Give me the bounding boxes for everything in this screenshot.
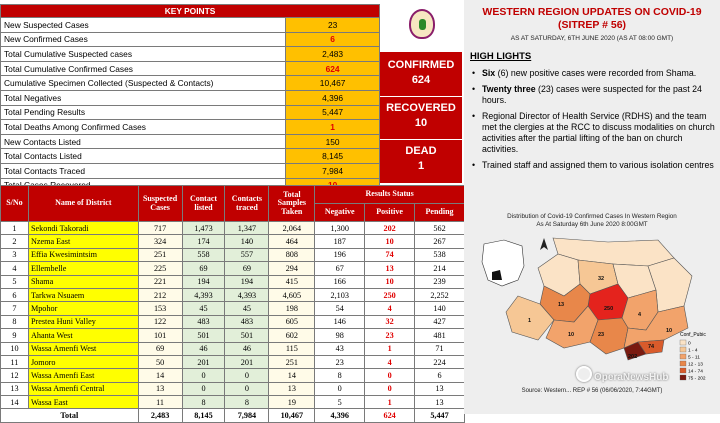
negative-count: 67 (315, 262, 365, 275)
district-name: Prestea Huni Valley (28, 315, 138, 328)
district-sno: 9 (1, 329, 29, 342)
pending-count: 2,252 (415, 288, 465, 301)
highlights-list (470, 68, 716, 176)
key-point-label: Total Pending Results (1, 105, 286, 120)
negative-count: 54 (315, 302, 365, 315)
key-point-value: 7,984 (286, 163, 380, 178)
district-name: Wassa Amenfi West (28, 342, 138, 355)
legend-swatch (680, 375, 686, 380)
col-name: Name of District (28, 186, 138, 222)
key-point-row (1, 163, 380, 178)
total-samples: 4,605 (269, 288, 315, 301)
contacts-traced: 557 (225, 248, 269, 261)
suspected-cases: 717 (138, 222, 182, 235)
negative-count: 196 (315, 248, 365, 261)
contacts-traced: 4,393 (225, 288, 269, 301)
col-pending: Pending (415, 204, 465, 222)
district-name: Wassa Amenfi Central (28, 382, 138, 395)
key-point-value: 150 (286, 134, 380, 149)
contacts-listed: 46 (182, 342, 225, 355)
suspected-cases: 122 (138, 315, 182, 328)
district-sno: 14 (1, 396, 29, 409)
total-contacts-traced: 7,984 (225, 409, 269, 423)
report-title-line1: WESTERN REGION UPDATES ON COVID-19 (482, 6, 702, 18)
confirmed-box (380, 52, 462, 96)
contacts-listed: 0 (182, 369, 225, 382)
dead-box (380, 140, 462, 183)
key-point-row (1, 90, 380, 105)
district-name: Effia Kwesimintsim (28, 248, 138, 261)
crest-icon (409, 9, 435, 39)
col-results-status: Results Status (315, 186, 465, 204)
key-points-title: KEY POINTS (1, 5, 380, 18)
key-point-value: 5,447 (286, 105, 380, 120)
district-sno: 8 (1, 315, 29, 328)
pending-count: 224 (415, 355, 465, 368)
total-samples: 198 (269, 302, 315, 315)
district-name: Jomoro (28, 355, 138, 368)
legend-label: 75 - 202 (688, 376, 706, 382)
suspected-cases: 225 (138, 262, 182, 275)
map-case-label: 202 (628, 354, 638, 360)
key-point-label: Cumulative Specimen Collected (Suspected & Contacts) (1, 76, 286, 91)
table-row (1, 275, 465, 288)
positive-count: 4 (365, 355, 415, 368)
key-point-label: New Suspected Cases (1, 18, 286, 33)
contacts-listed: 69 (182, 262, 225, 275)
table-row (1, 288, 465, 301)
positive-count: 10 (365, 235, 415, 248)
contacts-listed: 8 (182, 396, 225, 409)
key-point-value: 23 (286, 18, 380, 33)
positive-count: 23 (365, 329, 415, 342)
legend-label: 5 - 11 (688, 355, 700, 361)
legend-swatch (680, 347, 686, 352)
suspected-cases: 13 (138, 382, 182, 395)
map-case-label: 4 (638, 312, 642, 318)
positive-count: 250 (365, 288, 415, 301)
contacts-traced: 1,347 (225, 222, 269, 235)
contacts-traced: 45 (225, 302, 269, 315)
legend-swatch (680, 368, 686, 373)
north-arrow-icon (540, 238, 548, 250)
district-table (0, 185, 465, 423)
total-samples: 415 (269, 275, 315, 288)
key-point-value: 6 (286, 32, 380, 47)
district-name: Nzema East (28, 235, 138, 248)
positive-count: 32 (365, 315, 415, 328)
total-samples: 19 (269, 396, 315, 409)
map-source: Source: Western... REP # 56 (06/06/2020, 7:44GMT) (521, 388, 663, 394)
negative-count: 1,300 (315, 222, 365, 235)
district-sno: 4 (1, 262, 29, 275)
contacts-traced: 483 (225, 315, 269, 328)
district-sno: 10 (1, 342, 29, 355)
district-sno: 3 (1, 248, 29, 261)
key-point-row (1, 105, 380, 120)
district-sno: 13 (1, 382, 29, 395)
table-row (1, 222, 465, 235)
legend-swatch (680, 340, 686, 345)
contacts-listed: 45 (182, 302, 225, 315)
positive-count: 0 (365, 369, 415, 382)
table-row (1, 262, 465, 275)
suspected-cases: 153 (138, 302, 182, 315)
suspected-cases: 221 (138, 275, 182, 288)
highlight-text: Trained staff and assigned them to various isolation centres (482, 160, 714, 170)
ghana-inset-icon (482, 240, 524, 286)
pending-count: 6 (415, 369, 465, 382)
map-case-label: 1 (528, 318, 532, 324)
pending-count: 427 (415, 315, 465, 328)
contacts-traced: 8 (225, 396, 269, 409)
total-pending-count: 5,447 (415, 409, 465, 423)
total-contacts-listed: 8,145 (182, 409, 225, 423)
total-samples: 294 (269, 262, 315, 275)
key-point-row (1, 76, 380, 91)
pending-count: 562 (415, 222, 465, 235)
report-title (464, 6, 720, 32)
district-sno: 1 (1, 222, 29, 235)
district-name: Shama (28, 275, 138, 288)
table-row (1, 396, 465, 409)
total-positive-count: 624 (365, 409, 415, 423)
legend-title: Conf_Pubic (680, 332, 706, 338)
highlight-text: (23) cases were suspected for the past 24 hours. (482, 84, 702, 105)
contacts-listed: 194 (182, 275, 225, 288)
pending-count: 267 (415, 235, 465, 248)
dead-value: 1 (417, 160, 425, 172)
suspected-cases: 69 (138, 342, 182, 355)
map-case-label: 10 (666, 328, 673, 334)
positive-count: 1 (365, 396, 415, 409)
recovered-label: RECOVERED (386, 102, 456, 114)
map-legend (680, 332, 706, 382)
district-sno: 6 (1, 288, 29, 301)
recovered-box (380, 97, 462, 139)
confirmed-value: 624 (411, 74, 431, 86)
contacts-listed: 0 (182, 382, 225, 395)
positive-count: 10 (365, 275, 415, 288)
col-suspected: Suspected Cases (138, 186, 182, 222)
map-case-label: 250 (604, 306, 614, 312)
district-name: Ellembelle (28, 262, 138, 275)
col-total-samples: Total Samples Taken (269, 186, 315, 222)
positive-count: 13 (365, 262, 415, 275)
dead-label: DEAD (405, 145, 437, 157)
suspected-cases: 50 (138, 355, 182, 368)
table-row (1, 329, 465, 342)
positive-count: 202 (365, 222, 415, 235)
table-row (1, 342, 465, 355)
total-total-samples: 10,467 (269, 409, 315, 423)
suspected-cases: 14 (138, 369, 182, 382)
report-title-line2: (SITREP # 56) (557, 19, 627, 31)
contacts-traced: 501 (225, 329, 269, 342)
key-point-row (1, 134, 380, 149)
contacts-listed: 558 (182, 248, 225, 261)
pending-count: 481 (415, 329, 465, 342)
map-title (464, 213, 720, 229)
ghs-logo (380, 4, 462, 52)
contacts-traced: 69 (225, 262, 269, 275)
watermark-text: OperaNewsHub (594, 372, 669, 383)
district-name: Sekondi Takoradi (28, 222, 138, 235)
pending-count: 538 (415, 248, 465, 261)
table-row (1, 302, 465, 315)
contacts-listed: 1,473 (182, 222, 225, 235)
contacts-traced: 0 (225, 382, 269, 395)
map-case-label: 32 (598, 276, 605, 282)
right-panel (464, 0, 720, 414)
key-point-row (1, 61, 380, 76)
table-row (1, 235, 465, 248)
map-case-label: 23 (598, 332, 605, 338)
key-point-label: New Contacts Listed (1, 134, 286, 149)
contacts-traced: 201 (225, 355, 269, 368)
total-label: Total (1, 409, 139, 423)
highlight-text: Regional Director of Health Service (RDHS) and the team met the clergies at the RCC to discuss modalities on church activities after the partial lifting of the ban on church activities. (482, 111, 715, 154)
key-point-value: 1 (286, 120, 380, 135)
negative-count: 2,103 (315, 288, 365, 301)
suspected-cases: 324 (138, 235, 182, 248)
negative-count: 8 (315, 369, 365, 382)
recovered-value: 10 (414, 117, 428, 129)
legend-label: 12 - 13 (688, 362, 703, 368)
highlight-bold: Twenty three (482, 84, 536, 94)
legend-label: 0 (688, 341, 691, 347)
suspected-cases: 251 (138, 248, 182, 261)
map-title-line2: As At Saturday 6th June 2020 8:00GMT (536, 221, 648, 228)
key-point-label: Total Contacts Traced (1, 163, 286, 178)
suspected-cases: 212 (138, 288, 182, 301)
district-sno: 7 (1, 302, 29, 315)
negative-count: 98 (315, 329, 365, 342)
total-samples: 115 (269, 342, 315, 355)
legend-label: 14 - 74 (688, 369, 703, 375)
total-suspected-cases: 2,483 (138, 409, 182, 423)
table-row (1, 369, 465, 382)
pending-count: 239 (415, 275, 465, 288)
table-row (1, 248, 465, 261)
district-sno: 2 (1, 235, 29, 248)
total-samples: 808 (269, 248, 315, 261)
opera-logo-icon (576, 366, 592, 382)
pending-count: 140 (415, 302, 465, 315)
contacts-traced: 140 (225, 235, 269, 248)
negative-count: 5 (315, 396, 365, 409)
key-point-value: 10,467 (286, 76, 380, 91)
pending-count: 71 (415, 342, 465, 355)
district-name: Wassa Amenfi East (28, 369, 138, 382)
negative-count: 23 (315, 355, 365, 368)
highlight-item (470, 68, 716, 79)
col-contacts-traced: Contacts traced (225, 186, 269, 222)
key-point-value: 4,396 (286, 90, 380, 105)
confirmed-label: CONFIRMED (387, 59, 455, 71)
map-case-label: 10 (568, 332, 575, 338)
legend-swatch (680, 354, 686, 359)
total-samples: 2,064 (269, 222, 315, 235)
key-point-row (1, 18, 380, 33)
total-samples: 13 (269, 382, 315, 395)
contacts-traced: 194 (225, 275, 269, 288)
legend-swatch (680, 361, 686, 366)
key-point-label: Total Negatives (1, 90, 286, 105)
key-point-value: 8,145 (286, 149, 380, 164)
key-point-row (1, 120, 380, 135)
key-point-row (1, 32, 380, 47)
total-samples: 14 (269, 369, 315, 382)
legend-label: 1 - 4 (688, 348, 698, 354)
contacts-traced: 0 (225, 369, 269, 382)
negative-count: 187 (315, 235, 365, 248)
key-point-value: 2,483 (286, 47, 380, 62)
map-case-label: 13 (558, 302, 565, 308)
col-positive: Positive (365, 204, 415, 222)
total-samples: 605 (269, 315, 315, 328)
pending-count: 214 (415, 262, 465, 275)
table-row (1, 315, 465, 328)
negative-count: 166 (315, 275, 365, 288)
district-map (478, 236, 714, 386)
highlights-heading: HIGH LIGHTS (470, 51, 532, 62)
key-point-row (1, 149, 380, 164)
negative-count: 0 (315, 382, 365, 395)
suspected-cases: 101 (138, 329, 182, 342)
contacts-listed: 483 (182, 315, 225, 328)
key-point-label: Total Cumulative Suspected cases (1, 47, 286, 62)
negative-count: 146 (315, 315, 365, 328)
district-name: Wassa East (28, 396, 138, 409)
key-points-table (0, 4, 380, 193)
map-title-line1: Distribution of Covid-19 Confirmed Cases In Western Region (507, 213, 677, 220)
suspected-cases: 11 (138, 396, 182, 409)
district-name: Tarkwa Nsuaem (28, 288, 138, 301)
key-point-label: Total Deaths Among Confirmed Cases (1, 120, 286, 135)
key-point-row (1, 47, 380, 62)
contacts-listed: 201 (182, 355, 225, 368)
contacts-traced: 46 (225, 342, 269, 355)
map-case-label: 74 (648, 344, 655, 350)
pending-count: 13 (415, 382, 465, 395)
col-sno: S/No (1, 186, 29, 222)
contacts-listed: 4,393 (182, 288, 225, 301)
district-name: Mpohor (28, 302, 138, 315)
as-at-date: AS AT SATURDAY, 6TH JUNE 2020 (AS AT 08:00 GMT) (510, 35, 674, 42)
table-row (1, 382, 465, 395)
total-samples: 602 (269, 329, 315, 342)
negative-count: 43 (315, 342, 365, 355)
positive-count: 4 (365, 302, 415, 315)
key-point-label: Total Contacts Listed (1, 149, 286, 164)
contacts-listed: 501 (182, 329, 225, 342)
highlight-item (470, 111, 716, 155)
positive-count: 1 (365, 342, 415, 355)
highlight-item (470, 84, 716, 106)
district-sno: 11 (1, 355, 29, 368)
positive-count: 0 (365, 382, 415, 395)
col-negative: Negative (315, 204, 365, 222)
key-point-label: New Confirmed Cases (1, 32, 286, 47)
col-contact-listed: Contact listed (182, 186, 225, 222)
total-samples: 464 (269, 235, 315, 248)
positive-count: 74 (365, 248, 415, 261)
highlight-bold: Six (482, 68, 496, 78)
key-point-label: Total Cumulative Confirmed Cases (1, 61, 286, 76)
highlight-item (470, 160, 716, 171)
table-row (1, 355, 465, 368)
district-sno: 12 (1, 369, 29, 382)
pending-count: 13 (415, 396, 465, 409)
district-name: Ahanta West (28, 329, 138, 342)
key-point-value: 624 (286, 61, 380, 76)
total-row (1, 409, 465, 423)
total-samples: 251 (269, 355, 315, 368)
contacts-listed: 174 (182, 235, 225, 248)
total-negative-count: 4,396 (315, 409, 365, 423)
district-sno: 5 (1, 275, 29, 288)
highlight-text: (6) new positive cases were recorded from Shama. (495, 68, 697, 78)
